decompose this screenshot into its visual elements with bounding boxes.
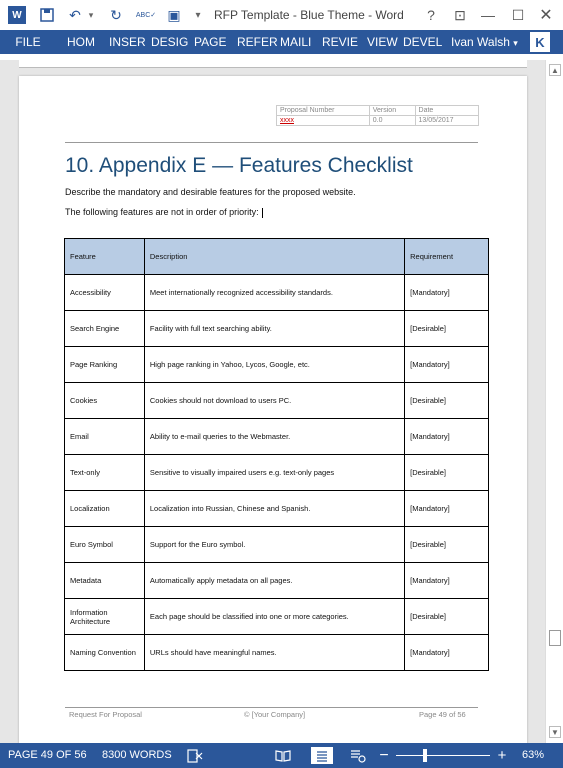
requirement-cell: [Mandatory] <box>405 347 489 383</box>
description-cell: Support for the Euro symbol. <box>144 527 404 563</box>
priority-paragraph-text: The following features are not in order of priority: <box>65 207 259 217</box>
requirement-cell: [Desirable] <box>405 455 489 491</box>
header-info-table <box>276 105 479 126</box>
document-area[interactable] <box>0 60 545 743</box>
read-mode-icon[interactable] <box>273 747 293 764</box>
table-row <box>65 635 489 671</box>
header-cell: Date <box>415 106 478 116</box>
title-bar <box>0 0 563 30</box>
feature-cell: Information Architecture <box>65 599 145 635</box>
table-row <box>65 527 489 563</box>
feature-cell: Accessibility <box>65 275 145 311</box>
text-cursor <box>262 208 263 218</box>
user-dropdown-icon: ▾ <box>513 38 518 48</box>
help-icon[interactable]: ? <box>427 7 435 23</box>
table-row <box>65 455 489 491</box>
word-logo-icon: W <box>8 6 26 24</box>
column-header-requirement: Requirement <box>405 239 489 275</box>
description-cell: Facility with full text searching ability. <box>144 311 404 347</box>
table-row <box>65 347 489 383</box>
avatar[interactable]: K <box>530 32 550 52</box>
description-cell: Localization into Russian, Chinese and Spanish. <box>144 491 404 527</box>
customize-toolbar-icon[interactable]: ▾ <box>195 9 201 21</box>
zoom-slider-thumb[interactable] <box>423 749 427 762</box>
requirement-cell: [Mandatory] <box>405 563 489 599</box>
ribbon-tabs <box>0 30 563 54</box>
description-cell: Ability to e-mail queries to the Webmaster. <box>144 419 404 455</box>
redo-icon[interactable]: ↻ <box>110 6 122 23</box>
ribbon-display-options-icon[interactable]: ⊡ <box>454 6 466 23</box>
tab-insert[interactable]: INSER <box>109 35 146 49</box>
status-bar <box>0 743 563 768</box>
vertical-scrollbar[interactable] <box>545 60 563 743</box>
maximize-icon[interactable]: ☐ <box>511 6 525 23</box>
intro-paragraph: Describe the mandatory and desirable features for the proposed website. <box>65 187 356 197</box>
tab-view[interactable]: VIEW <box>367 35 398 49</box>
requirement-cell: [Desirable] <box>405 599 489 635</box>
proposal-number-value: xxxx <box>277 116 370 126</box>
requirement-cell: [Mandatory] <box>405 275 489 311</box>
word-count[interactable]: 8300 WORDS <box>102 749 172 761</box>
requirement-cell: [Mandatory] <box>405 635 489 671</box>
header-cell: Proposal Number <box>277 106 370 116</box>
tab-references[interactable]: REFER <box>237 35 278 49</box>
features-table <box>64 238 489 671</box>
description-cell: URLs should have meaningful names. <box>144 635 404 671</box>
feature-cell: Naming Convention <box>65 635 145 671</box>
document-page[interactable] <box>19 76 527 743</box>
page-count[interactable]: PAGE 49 OF 56 <box>8 749 87 761</box>
table-row <box>65 599 489 635</box>
save-icon[interactable] <box>38 5 56 25</box>
tab-design[interactable]: DESIG <box>151 35 189 49</box>
description-cell: Automatically apply metadata on all pages. <box>144 563 404 599</box>
requirement-cell: [Desirable] <box>405 527 489 563</box>
header-cell: Version <box>369 106 415 116</box>
feature-cell: Cookies <box>65 383 145 419</box>
table-row <box>65 419 489 455</box>
tab-mailings[interactable]: MAILI <box>280 35 312 49</box>
zoom-out-button[interactable]: − <box>379 746 389 764</box>
scrollbar-thumb[interactable] <box>549 630 561 646</box>
column-header-description: Description <box>144 239 404 275</box>
description-cell: Sensitive to visually impaired users e.g. text-only pages <box>144 455 404 491</box>
user-name-label: Ivan Walsh <box>451 35 510 49</box>
tab-page-layout[interactable]: PAGE <box>194 35 227 49</box>
previous-page-edge <box>19 60 527 68</box>
feature-cell: Email <box>65 419 145 455</box>
user-name[interactable] <box>451 30 518 54</box>
footer-left: Request For Proposal <box>69 710 142 719</box>
scroll-down-icon[interactable]: ▼ <box>549 726 561 738</box>
window-title: RFP Template - Blue Theme - Word <box>214 8 404 22</box>
table-row <box>65 491 489 527</box>
footer-page-number: Page 49 of 56 <box>419 710 466 719</box>
tab-review[interactable]: REVIE <box>322 35 359 49</box>
spelling-check-icon[interactable]: ABC✓ <box>135 12 157 19</box>
requirement-cell: [Desirable] <box>405 383 489 419</box>
requirement-cell: [Mandatory] <box>405 419 489 455</box>
requirement-cell: [Mandatory] <box>405 491 489 527</box>
description-cell: High page ranking in Yahoo, Lycos, Google, etc. <box>144 347 404 383</box>
description-cell: Cookies should not download to users PC. <box>144 383 404 419</box>
priority-paragraph[interactable] <box>65 207 263 218</box>
tab-developer[interactable]: DEVEL <box>403 35 443 49</box>
table-row <box>65 275 489 311</box>
feature-cell: Metadata <box>65 563 145 599</box>
table-row <box>65 383 489 419</box>
feature-cell: Localization <box>65 491 145 527</box>
scroll-up-icon[interactable]: ▲ <box>549 64 561 76</box>
undo-dropdown-icon[interactable]: ▾ <box>88 9 94 20</box>
proofing-errors-icon[interactable] <box>186 747 204 764</box>
zoom-slider-track[interactable] <box>396 755 490 756</box>
minimize-icon[interactable]: — <box>481 7 495 23</box>
tab-home[interactable]: HOM <box>67 35 95 49</box>
footer-center: © [Your Company] <box>244 710 306 719</box>
requirement-cell: [Desirable] <box>405 311 489 347</box>
print-layout-icon[interactable] <box>311 747 333 764</box>
footer-divider <box>65 707 478 708</box>
feature-cell: Euro Symbol <box>65 527 145 563</box>
close-icon[interactable]: ✕ <box>539 7 553 24</box>
zoom-in-button[interactable]: + <box>497 747 507 764</box>
table-row <box>65 563 489 599</box>
zoom-level[interactable]: 63% <box>522 749 545 761</box>
description-cell: Meet internationally recognized accessibility standards. <box>144 275 404 311</box>
touch-mode-icon[interactable]: ▣ <box>167 6 181 23</box>
description-cell: Each page should be classified into one or more categories. <box>144 599 404 635</box>
feature-cell: Text-only <box>65 455 145 491</box>
page-heading: 10. Appendix E — Features Checklist <box>65 154 413 177</box>
header-divider <box>65 142 478 143</box>
date-value: 13/05/2017 <box>415 116 478 126</box>
column-header-feature: Feature <box>65 239 145 275</box>
version-value: 0.0 <box>369 116 415 126</box>
undo-icon[interactable]: ↶ <box>69 6 81 23</box>
tab-file[interactable]: FILE <box>0 30 56 54</box>
feature-cell: Page Ranking <box>65 347 145 383</box>
feature-cell: Search Engine <box>65 311 145 347</box>
table-row <box>65 311 489 347</box>
web-layout-icon[interactable] <box>348 747 368 764</box>
table-header-row <box>65 239 489 275</box>
